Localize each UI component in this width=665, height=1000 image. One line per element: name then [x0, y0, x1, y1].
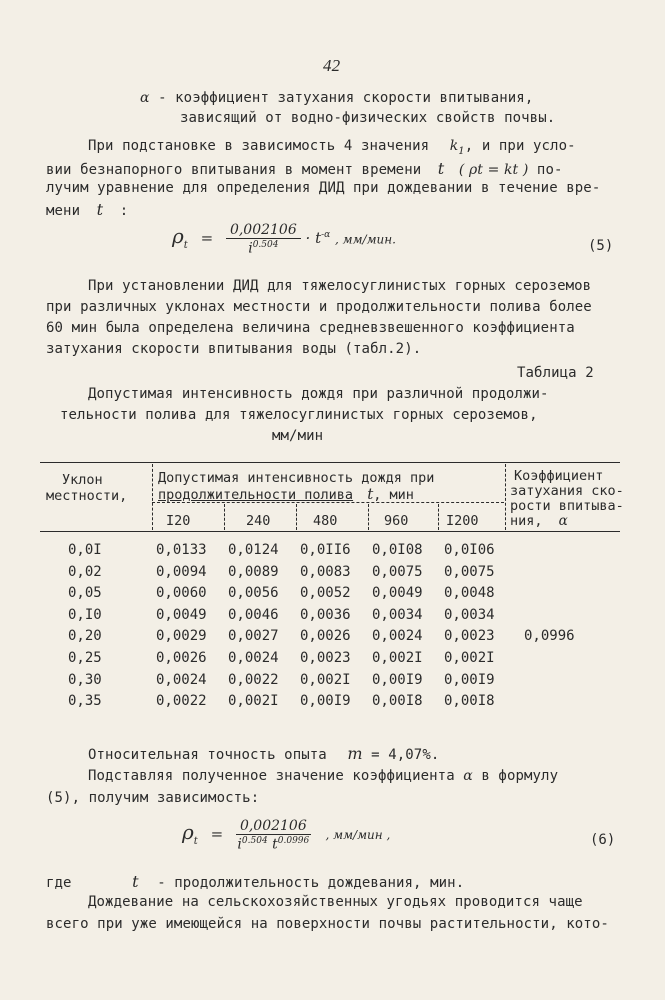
header-group-t-symbol: t — [367, 485, 374, 503]
intensity-cell: 0,0027 — [228, 628, 279, 645]
intensity-cell: 0,0022 — [228, 671, 279, 688]
intensity-cell: 0,0124 — [228, 542, 279, 558]
intensity-cell: 0,00I8 — [372, 693, 423, 710]
eq6-denominator: $i^{0.504}$ $t^{0.0996}$ — [237, 836, 310, 853]
intensity-cell: 0,0026 — [156, 650, 207, 666]
intensity-cell: 0,002I — [300, 671, 351, 688]
slope-cell: 0,30 — [68, 671, 102, 688]
header-coef-line2: затухания ско- — [510, 483, 624, 499]
accuracy-text: Относительная точность опыта — [88, 747, 327, 763]
intensity-cell: 0,0075 — [444, 563, 495, 580]
eq5-denominator: $i^{0.504}$ — [248, 240, 279, 257]
intensity-cell: 0,00I9 — [300, 693, 351, 710]
table-col-divider — [224, 504, 225, 530]
intensity-cell: 0,0036 — [300, 606, 351, 623]
header-coef-line1: Коэффициент — [514, 468, 604, 484]
para1-line4-text-a: мени — [46, 203, 81, 219]
intensity-cell: 0,0048 — [444, 585, 495, 602]
para3-text-b: в формулу — [481, 768, 559, 784]
intensity-cell: 0,00I9 — [444, 671, 495, 688]
para1-line4-t-symbol: t — [96, 200, 104, 219]
header-coef-nia: ния, — [510, 513, 543, 529]
para1-line1-text-a: При подстановке в зависимость — [88, 138, 336, 154]
intensity-cell: 0,0026 — [300, 628, 351, 645]
slope-cell: 0,I0 — [68, 606, 102, 623]
para2-line1: При установлении ДИД для тяжелосуглинистых горных сероземов — [88, 278, 592, 294]
where-word: где — [46, 875, 72, 891]
header-group-line2 — [158, 487, 414, 503]
intensity-cell: 0,0046 — [228, 606, 279, 623]
intensity-cell: 0,0034 — [372, 606, 423, 623]
accuracy-line — [88, 744, 439, 763]
eq5-multiplier: · $t^{-\alpha}$ — [305, 229, 331, 248]
table-title-line2: тельности полива для тяжелосуглинистых горных сероземов, — [60, 407, 538, 423]
para4-line2: всего при уже имеющейся на поверхности почвы растительности, кото- — [46, 916, 609, 932]
duration-header: 960 — [384, 513, 409, 529]
accuracy-var: m — [347, 744, 363, 763]
intensity-cell: 0,0056 — [228, 585, 279, 602]
eq5-number: (5) — [588, 238, 614, 254]
para1-line4 — [46, 200, 128, 219]
intensity-cell: 0,0II6 — [300, 542, 351, 558]
intensity-cell: 0,00I8 — [444, 693, 495, 710]
header-coef-line4 — [510, 514, 568, 529]
duration-header: I20 — [166, 513, 191, 529]
intensity-cell: 0,0024 — [156, 671, 207, 688]
table-title-line3: мм/мин — [272, 428, 324, 444]
table-header-rule — [40, 531, 620, 532]
header-group-unit: , мин — [373, 487, 414, 503]
equation-6 — [182, 818, 390, 853]
alpha-symbol: α — [140, 90, 150, 106]
intensity-cell: 0,0075 — [372, 563, 423, 580]
intensity-cell: 0,0034 — [444, 606, 495, 623]
para4-line1: Дождевание на сельскохозяйственных угодьях проводится чаще — [88, 894, 583, 910]
para1-line2-text-a: вии безнапорного впитывания в момент времени — [46, 162, 422, 178]
slope-cell: 0,02 — [68, 563, 102, 580]
where-t-symbol: t — [132, 872, 139, 891]
table-col-divider — [438, 504, 439, 530]
header-slope-line1: Уклон — [62, 472, 103, 488]
intensity-cell: 0,0133 — [156, 542, 207, 558]
intensity-cell: 0,0029 — [156, 628, 207, 645]
para2-line2: при различных уклонах местности и продолжительности полива более — [46, 299, 592, 315]
intensity-cell: 0,0I06 — [444, 542, 495, 558]
intensity-cell: 0,0060 — [156, 585, 207, 602]
where-line — [46, 872, 464, 891]
intensity-cell: 0,0049 — [156, 606, 207, 623]
header-coef-line3: рости впитыва- — [510, 498, 624, 514]
slope-cell: 0,0I — [68, 542, 102, 558]
intensity-cell: 0,002I — [372, 650, 423, 666]
table-col-divider — [296, 504, 297, 530]
alpha-definition-text1: - коэффициент затухания скорости впитывания, — [158, 90, 534, 106]
eq6-equals: = — [210, 825, 224, 844]
para1-line1-number: 4 — [343, 138, 353, 154]
alpha-definition-line1 — [140, 90, 533, 106]
slope-cell: 0,25 — [68, 650, 102, 666]
table-title-line1: Допустимая интенсивность дождя при различной продолжи- — [88, 386, 549, 402]
duration-header: I200 — [446, 513, 479, 529]
table-col-divider — [368, 504, 369, 530]
table-top-rule — [40, 462, 620, 463]
para1-k-symbol: $k_1$ — [449, 138, 465, 157]
eq5-units: , мм/мин. — [335, 232, 396, 247]
eq5-fraction — [226, 222, 301, 257]
para1-line2 — [46, 159, 563, 178]
table-label: Таблица 2 — [517, 365, 594, 381]
para1-line1-text-b: значения — [360, 138, 430, 154]
para2-line4: затухания скорости впитывания воды (табл.2). — [46, 341, 422, 357]
header-group-duration-label: продолжительности полива — [158, 487, 354, 503]
para1-line4-colon: : — [119, 203, 129, 219]
eq6-fraction — [236, 818, 311, 853]
table-col-divider — [505, 464, 506, 530]
table-col-divider — [152, 464, 153, 530]
para1-line3: лучим уравнение для определения ДИД при дождевании в течение вре- — [46, 180, 601, 196]
intensity-cell: 0,0024 — [372, 628, 423, 645]
coefficient-value: 0,0996 — [524, 628, 575, 644]
para3-alpha: α — [463, 768, 473, 784]
para3-text-a: Подставляя полученное значение коэффициента — [88, 768, 455, 784]
intensity-cell: 0,0023 — [300, 650, 351, 666]
eq6-rho: $\rho_t$ — [182, 820, 198, 848]
para1-condition: ( ρt = kt ) — [458, 162, 529, 178]
eq6-numerator: 0,002106 — [236, 818, 311, 835]
para3-line2: (5), получим зависимость: — [46, 790, 260, 806]
intensity-cell: 0,0I08 — [372, 542, 423, 558]
para3-line1 — [88, 768, 558, 784]
intensity-cell: 0,0094 — [156, 563, 207, 580]
alpha-definition-line2: зависящий от водно-физических свойств почвы. — [180, 110, 556, 126]
header-slope-line2: местности, — [46, 488, 128, 504]
equation-5 — [172, 222, 396, 257]
para1-line2-text-b: по- — [536, 162, 563, 178]
header-group-line1: Допустимая интенсивность дождя при — [158, 470, 435, 486]
intensity-cell: 0,002I — [444, 650, 495, 666]
eq6-number: (6) — [590, 832, 616, 848]
para2-line3: 60 мин была определена величина средневзвешенного коэффициента — [46, 320, 575, 336]
intensity-cell: 0,0089 — [228, 563, 279, 580]
para1-line1 — [88, 138, 576, 157]
intensity-cell: 0,00I9 — [372, 671, 423, 688]
slope-cell: 0,20 — [68, 628, 102, 645]
eq5-equals: = — [200, 229, 214, 248]
eq5-rho: $\rho_t$ — [172, 224, 188, 252]
page-number: 42 — [323, 56, 341, 75]
para1-line1-text-c: , и при усло- — [464, 138, 576, 154]
slope-cell: 0,35 — [68, 693, 102, 710]
intensity-cell: 0,0024 — [228, 650, 279, 666]
para1-t-symbol: t — [437, 159, 445, 178]
duration-header: 480 — [313, 513, 338, 529]
header-coef-alpha: α — [558, 513, 568, 529]
where-text: - продолжительность дождевания, мин. — [157, 875, 465, 891]
intensity-cell: 0,0023 — [444, 628, 495, 645]
intensity-cell: 0,002I — [228, 693, 279, 710]
intensity-cell: 0,0049 — [372, 585, 423, 602]
intensity-cell: 0,0052 — [300, 585, 351, 602]
duration-header: 240 — [246, 513, 271, 529]
eq6-units: , мм/мин , — [325, 828, 391, 843]
data-table — [40, 462, 624, 712]
slope-cell: 0,05 — [68, 585, 102, 602]
intensity-cell: 0,0083 — [300, 563, 351, 580]
accuracy-value: = 4,07%. — [371, 747, 440, 763]
eq5-numerator: 0,002106 — [226, 222, 301, 239]
intensity-cell: 0,0022 — [156, 693, 207, 710]
